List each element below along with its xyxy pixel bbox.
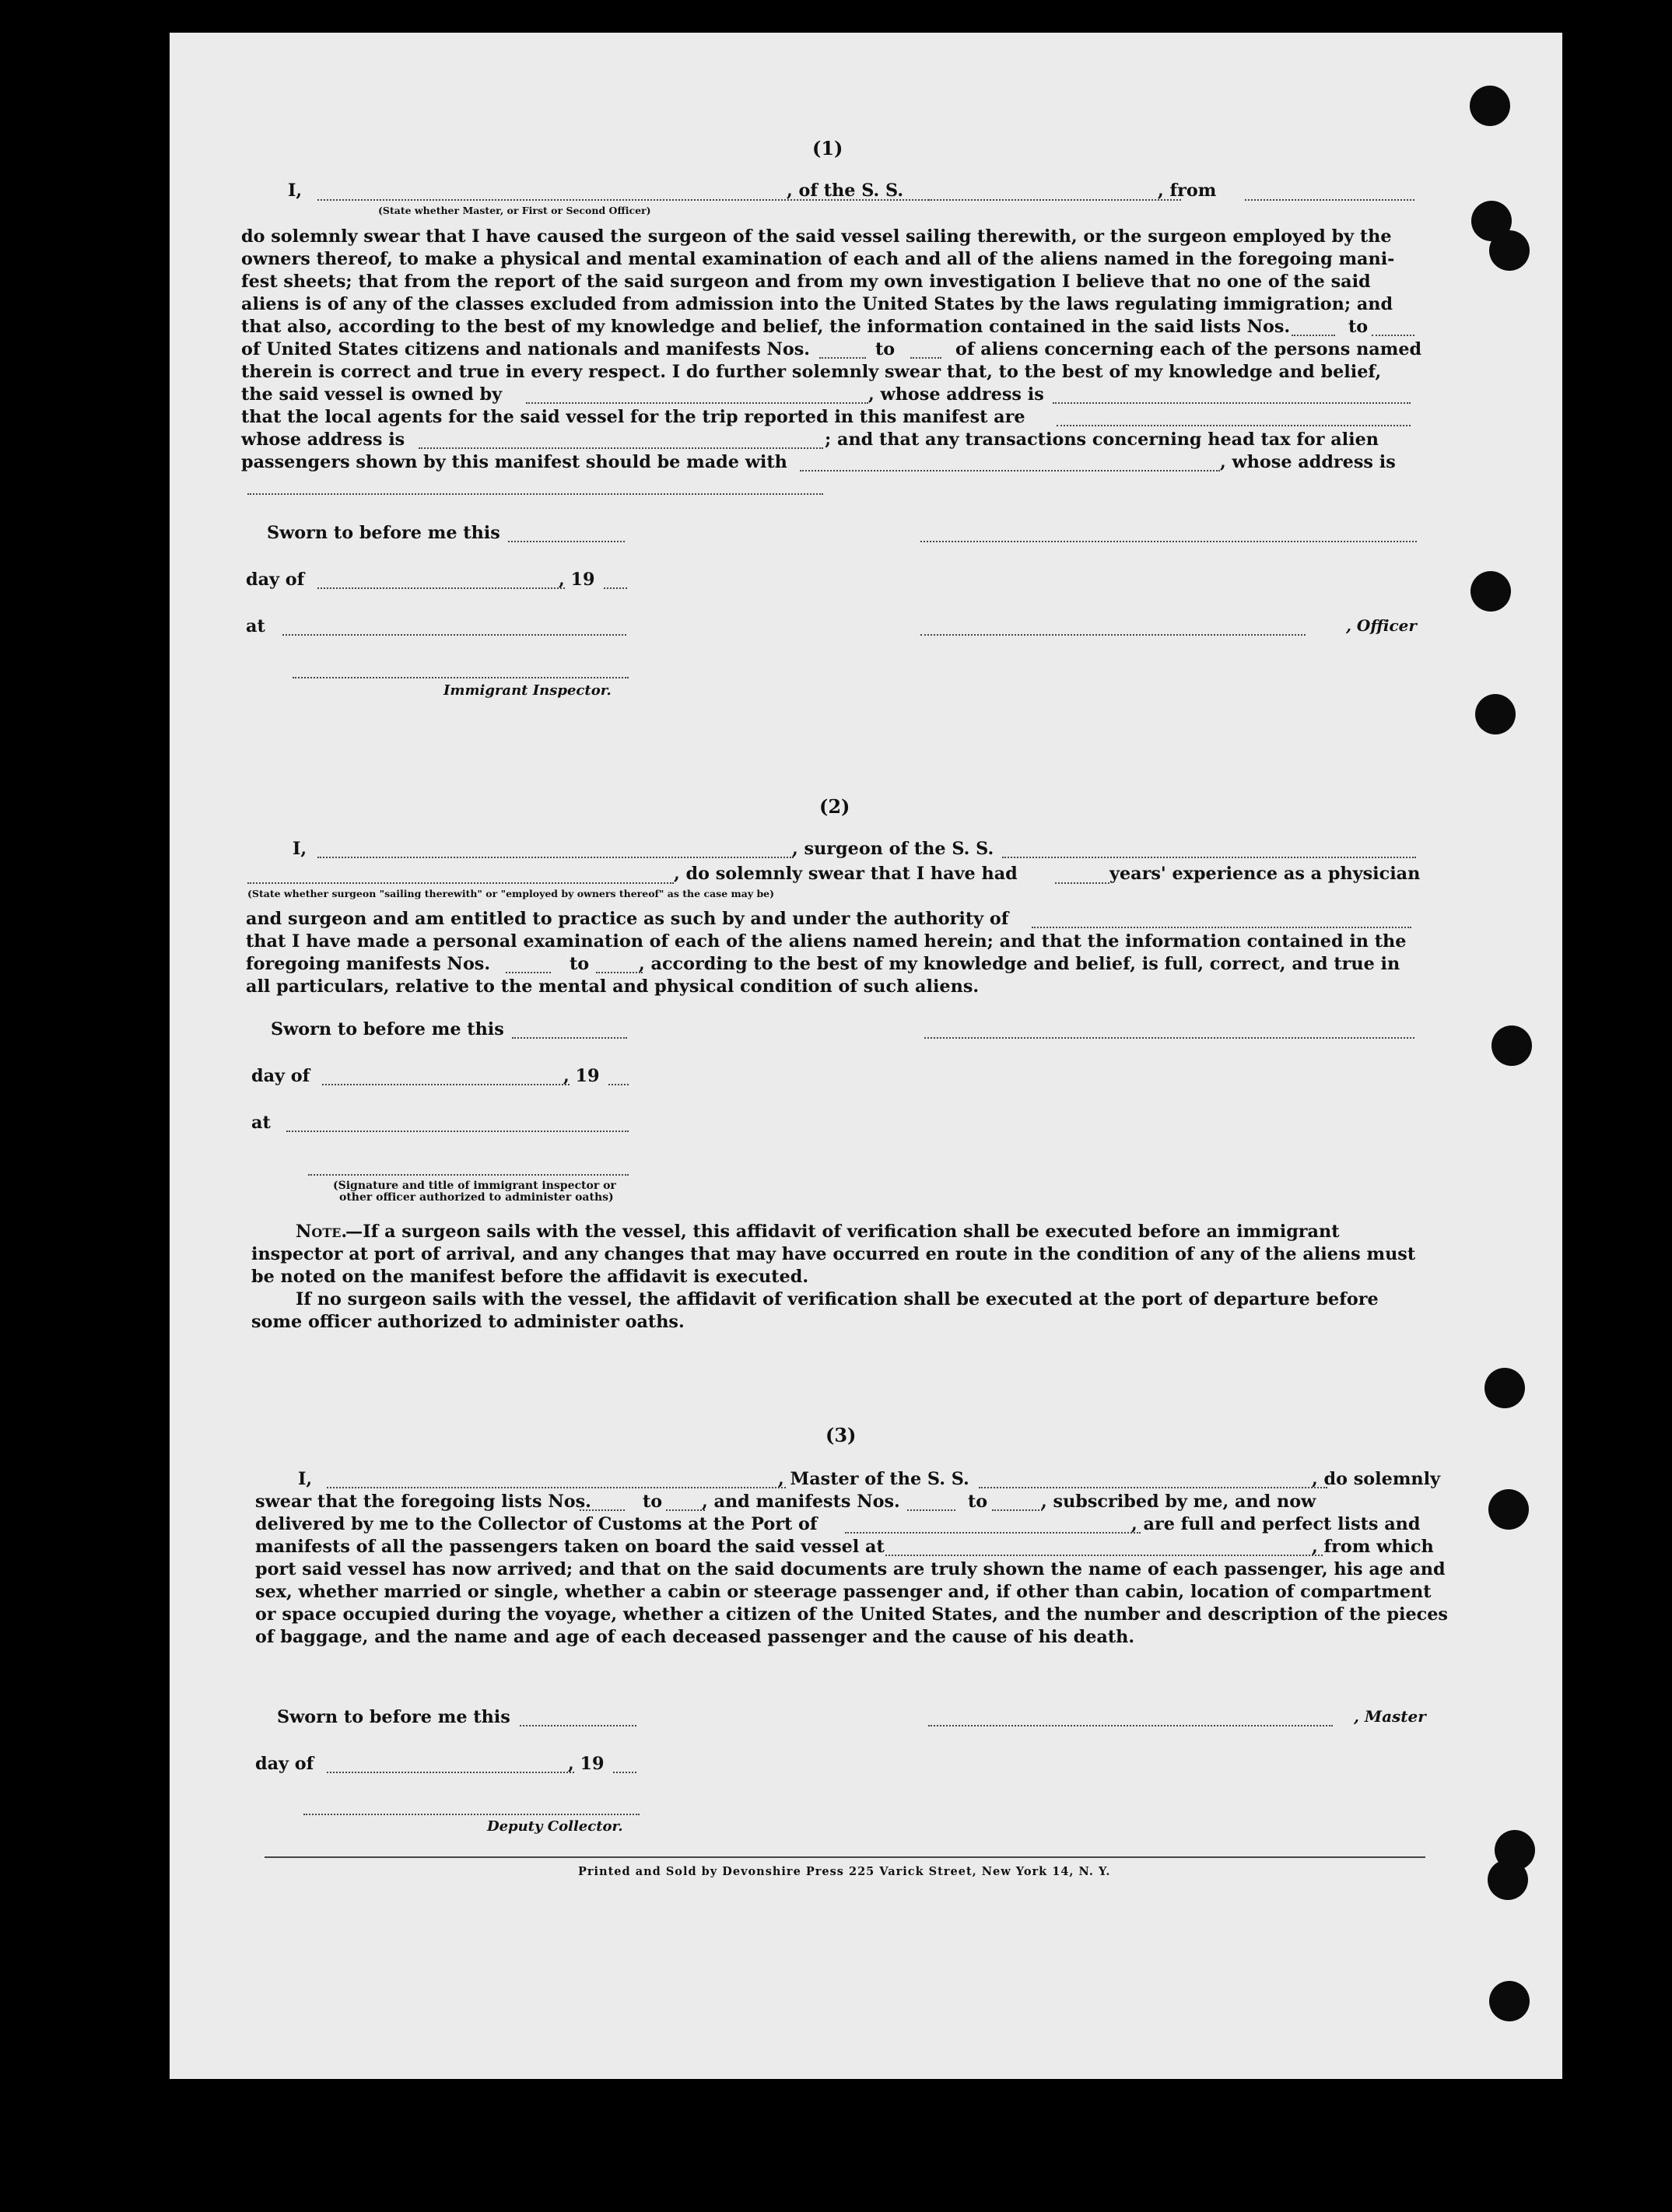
s1-officer-field[interactable] [920, 634, 1306, 636]
s3-master-name-field[interactable] [327, 1487, 786, 1488]
s2-note-line: be noted on the manifest before the affidavit is executed. [251, 1267, 809, 1287]
s3-line: sex, whether married or single, whether a cabin or steerage passenger and, if other than cabin, location of compartment [255, 1582, 1432, 1602]
s1-tax-text: ; and that any transactions concerning head tax for alien [825, 429, 1379, 450]
s1-agents-address-field[interactable] [419, 447, 823, 449]
s1-para-line: of United States citizens and nationals and manifests Nos. [241, 339, 811, 359]
s1-manifests-to-field[interactable] [910, 357, 941, 359]
s3-line: of baggage, and the name and age of each deceased passenger and the cause of his death. [255, 1627, 1135, 1647]
s2-manifests-from-field[interactable] [506, 972, 551, 973]
s3-line: or space occupied during the voyage, whether a citizen of the United States, and the number and description of the pieces [255, 1604, 1448, 1625]
section-3-number: (3) [825, 1424, 857, 1446]
s1-day-field[interactable] [317, 587, 565, 589]
s1-tax-party-field[interactable] [800, 470, 1220, 471]
punch-hole [1489, 230, 1530, 271]
punch-hole [1484, 1368, 1525, 1408]
s1-lists-from-field[interactable] [1292, 335, 1335, 336]
s3-signature-field[interactable] [928, 1725, 1333, 1726]
s2-sworn-field[interactable] [512, 1037, 627, 1039]
s1-owner-field[interactable] [526, 402, 868, 404]
s3-to: to [643, 1492, 663, 1512]
s2-note-surgeon: (State whether surgeon "sailing therewith" or "employed by owners thereof" as the case may be) [247, 888, 775, 899]
punch-hole [1489, 1981, 1530, 2021]
s3-lists-to-field[interactable] [666, 1509, 705, 1511]
s1-para-line: whose address is [241, 429, 405, 450]
s2-years: years' experience as a physician [1109, 864, 1421, 884]
s1-day-of: day of [246, 570, 305, 590]
punch-hole [1470, 571, 1511, 612]
s2-sig-note-1: (Signature and title of immigrant inspector or [333, 1180, 616, 1192]
s1-to-2: to [875, 339, 896, 359]
s2-vessel-field[interactable] [1002, 857, 1416, 858]
s2-sig-note-2: other officer authorized to administer oaths) [339, 1191, 614, 1204]
s2-surgeon-type-field[interactable] [247, 882, 674, 884]
s2-day-of: day of [251, 1066, 310, 1086]
section-1-number: (1) [812, 137, 843, 160]
s2-year: , 19 [563, 1066, 600, 1086]
s1-para-line: that the local agents for the said vessel for the trip reported in this manifest are [241, 407, 1025, 427]
s1-para-line: fest sheets; that from the report of the said surgeon and from my own investigation I believe that no one of the said [241, 272, 1371, 292]
s2-inspector-field[interactable] [308, 1174, 629, 1176]
s2-year-field[interactable] [608, 1084, 629, 1085]
s3-collector-label: Deputy Collector. [487, 1818, 623, 1835]
s2-note-line: —If a surgeon sails with the vessel, this affidavit of verification shall be executed before an immigrant [345, 1222, 1340, 1242]
s3-i: I, [298, 1469, 313, 1489]
punch-hole [1470, 86, 1510, 126]
s3-manifests-to-field[interactable] [992, 1509, 1043, 1511]
s1-whose-address-2: , whose address is [1220, 452, 1396, 472]
s2-swear: , do solemnly swear that I have had [674, 864, 1018, 884]
s1-from: , from [1158, 181, 1217, 201]
s3-line: swear that the foregoing lists Nos. [255, 1492, 591, 1512]
s1-signature-field[interactable] [920, 541, 1417, 542]
s1-to: to [1348, 317, 1369, 337]
s1-note-master: (State whether Master, or First or Second Officer) [378, 205, 651, 216]
s1-year: , 19 [559, 570, 595, 590]
s1-sworn-field[interactable] [508, 541, 625, 542]
s3-day-of: day of [255, 1754, 314, 1774]
s2-years-field[interactable] [1055, 882, 1109, 884]
s1-officer: , Officer [1346, 616, 1417, 635]
printer-imprint: Printed and Sold by Devonshire Press 225 Varick Street, New York 14, N. Y. [578, 1865, 1111, 1878]
s3-master: , Master [1354, 1707, 1426, 1726]
s1-para-line: owners thereof, to make a physical and mental examination of each and all of the aliens named in the foregoing mani- [241, 249, 1395, 269]
s1-para-line: therein is correct and true in every respect. I do further solemnly swear that, to the best of my knowledge and belief, [241, 362, 1382, 382]
s1-at: at [246, 616, 265, 636]
s3-line: delivered by me to the Collector of Customs at the Port of [255, 1514, 818, 1534]
s3-line: , do solemnly [1312, 1469, 1441, 1489]
s1-of-aliens: of aliens concerning each of the persons named [955, 339, 1422, 359]
s2-at-field[interactable] [286, 1131, 629, 1132]
s2-line: and surgeon and am entitled to practice as such by and under the authority of [246, 909, 1009, 929]
form-sheet [170, 33, 1562, 2079]
s1-i: I, [288, 181, 303, 201]
s1-whose-address: , whose address is [868, 384, 1044, 405]
s2-authority-field[interactable] [1032, 927, 1411, 928]
s3-sworn-field[interactable] [520, 1725, 636, 1726]
s3-sworn: Sworn to before me this [277, 1707, 510, 1727]
s2-line: , according to the best of my knowledge and belief, is full, correct, and true in [639, 954, 1400, 974]
s2-surgeon-name-field[interactable] [317, 857, 794, 858]
s3-line: , from which [1312, 1537, 1434, 1557]
punch-hole [1491, 1025, 1532, 1066]
s3-line: , are full and perfect lists and [1131, 1514, 1421, 1534]
s3-year-field[interactable] [613, 1772, 636, 1773]
s1-para-line: aliens is of any of the classes excluded from admission into the United States by the laws regulating immigration; and [241, 294, 1393, 314]
s3-line: , subscribed by me, and now [1041, 1492, 1316, 1512]
s3-day-field[interactable] [327, 1772, 574, 1773]
s2-note-label: Note. [296, 1222, 348, 1242]
s3-line: , and manifests Nos. [702, 1492, 900, 1512]
s1-agents-field[interactable] [1057, 425, 1411, 426]
s1-manifests-from-field[interactable] [819, 357, 866, 359]
s2-i: I, [293, 839, 307, 859]
s1-para-line: passengers shown by this manifest should be made with [241, 452, 787, 472]
s3-vessel-field[interactable] [979, 1487, 1327, 1488]
s1-owner-address-field[interactable] [1053, 402, 1411, 404]
s3-line: port said vessel has now arrived; and that on the said documents are truly shown the name of each passenger, his age and [255, 1559, 1446, 1579]
punch-hole [1475, 694, 1516, 734]
footer-rule [265, 1856, 1425, 1858]
s3-embark-port-field[interactable] [885, 1555, 1323, 1556]
s3-manifests-from-field[interactable] [907, 1509, 955, 1511]
punch-hole [1488, 1489, 1529, 1530]
s1-para-line: the said vessel is owned by [241, 384, 503, 405]
s1-vessel-field[interactable] [928, 199, 1181, 201]
s3-master-of: , Master of the S. S. [778, 1469, 969, 1489]
s3-year: , 19 [568, 1754, 605, 1774]
s3-line: manifests of all the passengers taken on board the said vessel at [255, 1537, 885, 1557]
s2-surgeon-of: , surgeon of the S. S. [792, 839, 994, 859]
s2-line: that I have made a personal examination of each of the aliens named herein; and that the information contained in the [246, 931, 1407, 952]
s1-year-field[interactable] [604, 587, 627, 589]
s1-inspector-field[interactable] [293, 677, 629, 678]
s2-line: foregoing manifests Nos. [246, 954, 491, 974]
s2-day-field[interactable] [322, 1084, 570, 1085]
s2-manifests-to-field[interactable] [596, 972, 643, 973]
s2-signature-field[interactable] [924, 1037, 1414, 1039]
s2-at: at [251, 1113, 271, 1133]
punch-hole [1488, 1860, 1528, 1900]
s1-sworn: Sworn to before me this [267, 523, 500, 543]
s1-para-line: that also, according to the best of my knowledge and belief, the information contained in the said lists Nos. [241, 317, 1291, 337]
section-2-number: (2) [819, 795, 850, 818]
s1-at-field[interactable] [282, 634, 626, 636]
s2-note-line: inspector at port of arrival, and any changes that may have occurred en route in the condition of any of the aliens must [251, 1244, 1416, 1264]
s1-from-field[interactable] [1245, 199, 1414, 201]
s2-note-line: If no surgeon sails with the vessel, the affidavit of verification shall be executed at the port of departure before [296, 1289, 1379, 1309]
s3-collector-field[interactable] [303, 1814, 640, 1815]
s1-tax-party-address-field[interactable] [247, 493, 823, 495]
s1-of-the-ss: , of the S. S. [787, 181, 904, 201]
s2-note-line: some officer authorized to administer oaths. [251, 1312, 685, 1332]
s3-port-field[interactable] [845, 1532, 1141, 1534]
s3-to-2: to [968, 1492, 988, 1512]
s3-lists-from-field[interactable] [580, 1509, 625, 1511]
s1-lists-to-field[interactable] [1372, 335, 1414, 336]
s2-line: all particulars, relative to the mental and physical condition of such aliens. [246, 976, 980, 997]
s2-to: to [570, 954, 590, 974]
s2-sworn: Sworn to before me this [271, 1019, 504, 1039]
s1-para-line: do solemnly swear that I have caused the surgeon of the said vessel sailing therewith, or the surgeon employed by the [241, 226, 1392, 247]
s1-inspector-label: Immigrant Inspector. [443, 682, 612, 699]
